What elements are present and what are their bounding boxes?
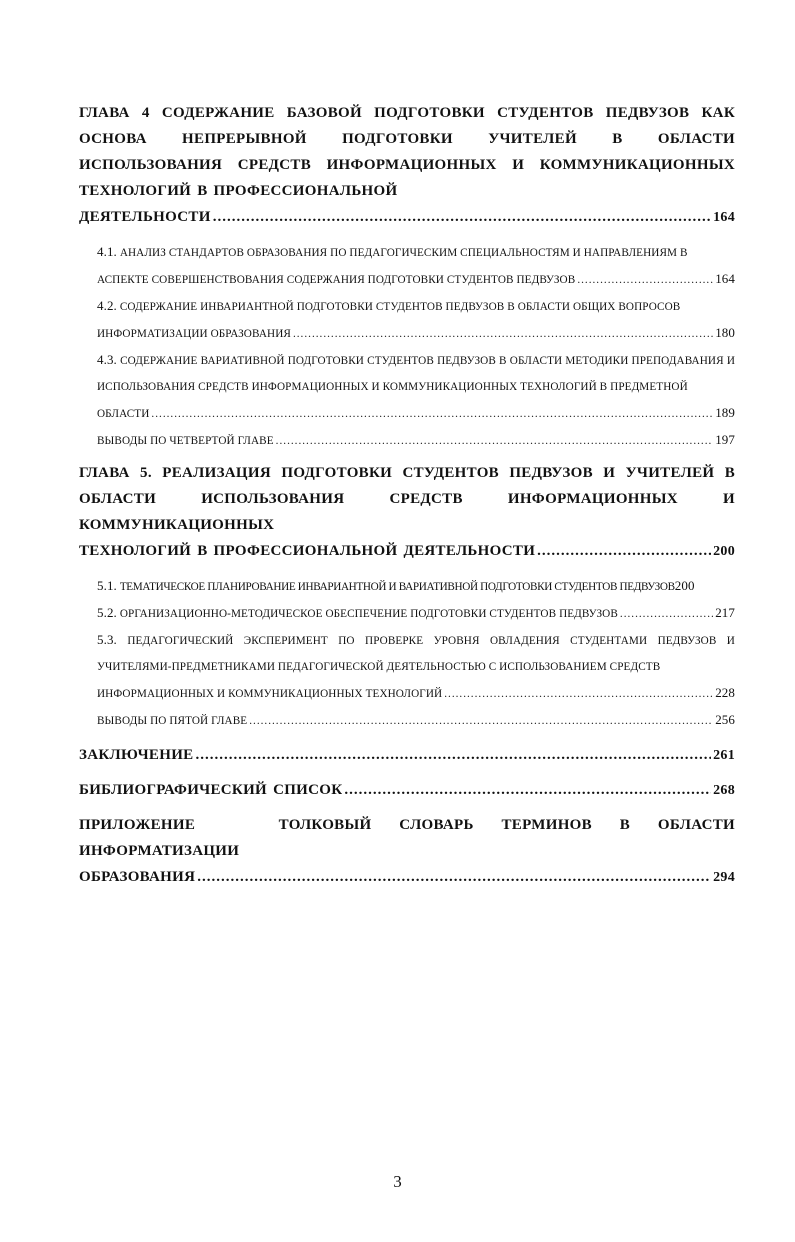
toc-entry-text: АНАЛИЗ СТАНДАРТОВ ОБРАЗОВАНИЯ ПО ПЕДАГОГИЧЕСКИМ СПЕЦИАЛЬНОСТЯМ И НАПРАВЛЕНИЯМ В [119,247,688,259]
toc-page-number: 268 [713,783,735,798]
toc-chapter-5[interactable] [79,460,735,565]
toc-entry-text-end: ОБЛАСТИ [97,408,150,420]
toc-entry-text-end: ВЫВОДЫ ПО ЧЕТВЕРТОЙ ГЛАВЕ [97,435,274,447]
toc-entry-text-end: ВЫВОДЫ ПО ПЯТОЙ ГЛАВЕ [97,715,248,727]
leader-dots [577,267,713,293]
toc-entry-text-end: АСПЕКТЕ СОВЕРШЕНСТВОВАНИЯ СОДЕРЖАНИЯ ПОДГОТОВКИ СТУДЕНТОВ ПЕДВУЗОВ [97,274,576,286]
toc-page-number: 228 [715,685,735,700]
leader-dots [195,742,711,768]
toc-conclusion[interactable] [79,742,735,769]
leader-dots [197,864,711,890]
toc-entry-text: ГЛАВА 5. РЕАЛИЗАЦИЯ ПОДГОТОВКИ СТУДЕНТОВ ПЕДВУЗОВ И УЧИТЕЛЕЙ В ОБЛАСТИ ИСПОЛЬЗОВАНИЯ СРЕДСТВ ИНФОРМАЦИОННЫХ И КОММУНИКАЦИОННЫХ [79,465,735,533]
toc-page-number: 200 [674,578,695,593]
toc-bibliography[interactable] [79,777,735,804]
section-number: 4.2. [97,298,117,313]
toc-page-number: 189 [715,405,735,420]
toc-page-number: 164 [715,271,735,286]
toc-entry-text-end: ОРГАНИЗАЦИОННО-МЕТОДИЧЕСКОЕ ОБЕСПЕЧЕНИЕ ПОДГОТОВКИ СТУДЕНТОВ ПЕДВУЗОВ [119,608,618,620]
section-number: 4.3. [97,352,117,367]
leader-dots [151,401,713,427]
leader-dots [344,777,711,803]
leader-dots [444,681,713,707]
toc-section-5-3[interactable] [97,627,735,707]
toc-entry-text-end: БИБЛИОГРАФИЧЕСКИЙ СПИСОК [79,782,343,798]
section-number: 5.2. [97,605,117,620]
leader-dots [537,538,711,564]
toc-entry-text-end: ТЕМАТИЧЕСКОЕ ПЛАНИРОВАНИЕ ИНВАРИАНТНОЙ И ВАРИАТИВНОЙ ПОДГОТОВКИ СТУДЕНТОВ ПЕДВУЗОВ [119,581,675,593]
section-number: 4.1. [97,244,117,259]
table-of-contents [79,100,742,891]
toc-entry-text-end: ДЕЯТЕЛЬНОСТИ [79,209,211,225]
toc-entry-text-end: ИНФОРМАЦИОННЫХ И КОММУНИКАЦИОННЫХ ТЕХНОЛОГИЙ [97,688,443,700]
section-number: 5.3. [97,632,117,647]
toc-chapter-4[interactable] [79,100,735,231]
toc-page-number: 197 [715,432,735,447]
toc-page-number: 217 [715,605,735,620]
toc-entry-text: СОДЕРЖАНИЕ ВАРИАТИВНОЙ ПОДГОТОВКИ СТУДЕНТОВ ПЕДВУЗОВ В ОБЛАСТИ МЕТОДИКИ ПРЕПОДАВАНИЯ И ИСПОЛЬЗОВАНИЯ СРЕДСТВ ИНФОРМАЦИОННЫХ И КОММУНИКАЦИОННЫХ ТЕХНОЛОГИЙ В ПРЕДМЕТНОЙ [97,355,735,393]
toc-section-4-3[interactable] [97,347,735,427]
toc-section-5-2[interactable] [97,600,735,627]
leader-dots [293,321,713,347]
toc-page-number: 180 [715,325,735,340]
toc-section-5-1[interactable] [97,573,735,600]
toc-entry-text: ГЛАВА 4 СОДЕРЖАНИЕ БАЗОВОЙ ПОДГОТОВКИ СТУДЕНТОВ ПЕДВУЗОВ КАК ОСНОВА НЕПРЕРЫВНОЙ ПОДГОТОВКИ УЧИТЕЛЕЙ В ОБЛАСТИ ИСПОЛЬЗОВАНИЯ СРЕДСТВ ИНФОРМАЦИОННЫХ И КОММУНИКАЦИОННЫХ ТЕХНОЛОГИЙ В ПРОФЕССИОНАЛЬНОЙ [79,105,735,199]
toc-entry-text-end: ИНФОРМАТИЗАЦИИ ОБРАЗОВАНИЯ [97,328,291,340]
toc-entry-text: ПЕДАГОГИЧЕСКИЙ ЭКСПЕРИМЕНТ ПО ПРОВЕРКЕ УРОВНЯ ОВЛАДЕНИЯ СТУДЕНТАМИ ПЕДВУЗОВ И УЧИТЕЛЯМИ-ПРЕДМЕТНИКАМИ ПЕДАГОГИЧЕСКОЙ ДЕЯТЕЛЬНОСТЬЮ С ИСПОЛЬЗОВАНИЕМ СРЕДСТВ [97,635,735,673]
toc-conclusions-ch5[interactable] [97,707,735,734]
toc-page-number: 256 [715,712,735,727]
toc-page-number: 164 [713,210,735,225]
leader-dots [249,708,713,734]
toc-entry-text: СОДЕРЖАНИЕ ИНВАРИАНТНОЙ ПОДГОТОВКИ СТУДЕНТОВ ПЕДВУЗОВ В ОБЛАСТИ ОБЩИХ ВОПРОСОВ [119,301,681,313]
toc-entry-text-end: ЗАКЛЮЧЕНИЕ [79,747,194,763]
toc-conclusions-ch4[interactable] [97,427,735,454]
leader-dots [213,204,711,230]
toc-section-4-1[interactable] [97,239,735,293]
toc-entry-text: ПРИЛОЖЕНИЕ ТОЛКОВЫЙ СЛОВАРЬ ТЕРМИНОВ В ОБЛАСТИ ИНФОРМАТИЗАЦИИ [79,817,742,859]
page-number: 3 [393,1172,402,1191]
toc-entry-text-end: ОБРАЗОВАНИЯ [79,869,196,885]
toc-page-number: 200 [713,544,735,559]
leader-dots [620,601,713,627]
toc-section-4-2[interactable] [97,293,735,347]
toc-appendix[interactable] [79,812,742,891]
section-number: 5.1. [97,578,117,593]
leader-dots [276,428,714,454]
toc-page-number: 261 [713,748,735,763]
toc-page-number: 294 [713,870,735,885]
toc-entry-text-end: ТЕХНОЛОГИЙ В ПРОФЕССИОНАЛЬНОЙ ДЕЯТЕЛЬНОСТИ [79,543,536,559]
